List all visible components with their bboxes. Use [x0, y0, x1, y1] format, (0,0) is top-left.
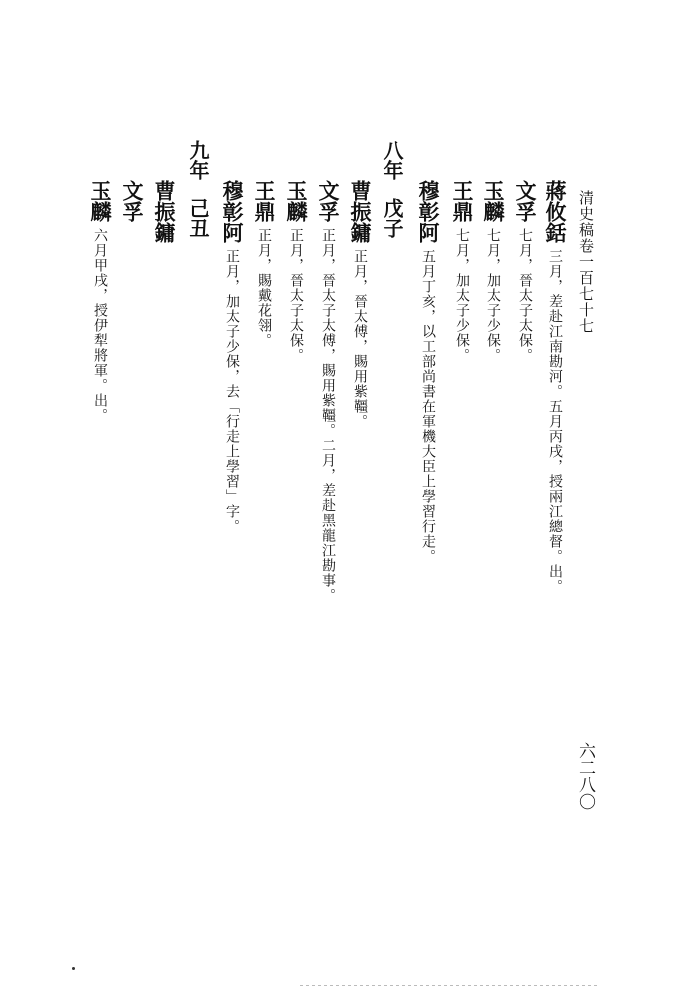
entry-column [90, 180, 111, 423]
entry-column [545, 180, 566, 594]
official-name: 曹振鏞 [152, 180, 177, 243]
entry-text: 七月，加太子少保。 [454, 228, 470, 363]
year-heading [188, 140, 208, 238]
year-ganzhi: 戊子 [380, 198, 404, 238]
entry-column [254, 180, 275, 348]
entry-text: 七月，加太子少保。 [485, 228, 501, 363]
entry-column [318, 180, 339, 603]
official-name: 玉麟 [88, 180, 113, 222]
official-name: 文孚 [316, 180, 341, 222]
entry-text: 七月，晉太子太保。 [517, 228, 533, 363]
official-name: 蔣攸銛 [543, 180, 568, 243]
entry-column [154, 180, 175, 249]
official-name: 曹振鏞 [348, 180, 373, 243]
entry-text: 正月，晉太傅，賜用紫韁。 [352, 249, 368, 429]
official-name: 玉麟 [481, 180, 506, 222]
year-ganzhi: 己丑 [186, 198, 210, 238]
entry-text: 正月，賜戴花翎。 [256, 228, 272, 348]
entry-column [122, 180, 143, 228]
official-name: 文孚 [120, 180, 145, 222]
entry-text: 五月丁亥，以工部尚書在軍機大臣上學習行走。 [420, 249, 436, 564]
entry-text: 正月，加太子少保，去「行走上學習」字。 [224, 249, 240, 534]
scan-speck [72, 967, 75, 970]
page-number: 六二八〇 [575, 742, 595, 810]
official-name: 穆彰阿 [220, 180, 245, 243]
scan-edge-line [300, 985, 600, 986]
year-label: 八年 [380, 140, 404, 180]
entry-column [286, 180, 307, 363]
official-name: 文孚 [513, 180, 538, 222]
official-name: 王鼎 [252, 180, 277, 222]
official-name: 王鼎 [450, 180, 475, 222]
entry-text: 正月，晉太子太保。 [288, 228, 304, 363]
entry-column [515, 180, 536, 363]
entry-text: 六月甲戌，授伊犁將軍。出。 [92, 228, 108, 423]
official-name: 穆彰阿 [416, 180, 441, 243]
entry-column [418, 180, 439, 564]
official-name: 玉麟 [284, 180, 309, 222]
entry-column [483, 180, 504, 363]
year-heading [382, 140, 402, 238]
entry-column [452, 180, 473, 363]
entry-text: 正月，晉太子太傅，賜用紫韁。二月，差赴黑龍江勘事。 [320, 228, 336, 603]
entry-column [222, 180, 243, 534]
page-header: 清史稿卷一百七十七 [577, 190, 595, 334]
entry-column [350, 180, 371, 429]
year-label: 九年 [186, 140, 210, 180]
entry-text: 三月，差赴江南勘河。五月丙戌，授兩江總督。出。 [547, 249, 563, 594]
